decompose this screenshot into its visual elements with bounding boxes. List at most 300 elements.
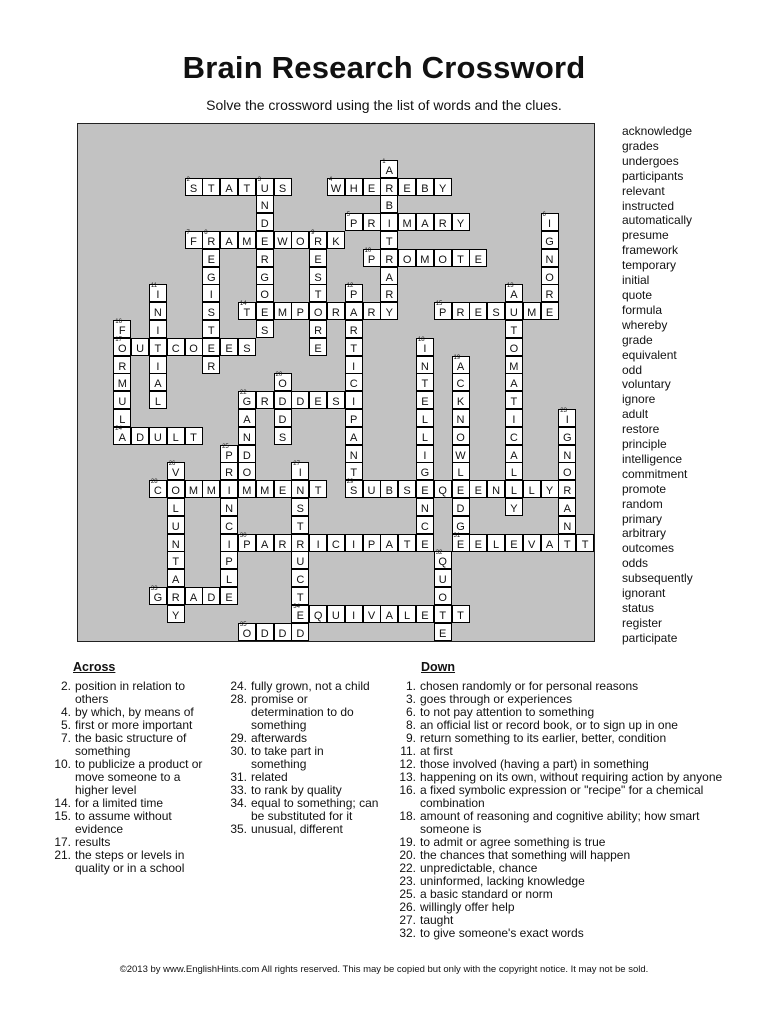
grid-cell[interactable] xyxy=(291,462,309,480)
grid-cell[interactable] xyxy=(274,373,292,391)
clue-item xyxy=(53,810,203,836)
grid-cell[interactable] xyxy=(113,391,131,409)
grid-cell[interactable] xyxy=(469,302,487,320)
grid-cell[interactable] xyxy=(541,302,559,320)
grid-cell[interactable] xyxy=(274,391,292,409)
copyright-footer: ©2013 by www.EnglishHints.com All rights reserved. This may be copied but only with the copyright notice. It may not be sold. xyxy=(119,964,649,975)
grid-cell[interactable] xyxy=(274,302,292,320)
cell-letter: N xyxy=(260,200,269,213)
grid-cell[interactable] xyxy=(291,480,309,498)
cell-letter: T xyxy=(296,592,304,604)
grid-cell[interactable] xyxy=(113,427,131,445)
grid-cell[interactable] xyxy=(309,605,327,623)
grid-cell[interactable] xyxy=(149,356,167,374)
grid-cell[interactable] xyxy=(380,231,398,249)
clue-item xyxy=(53,849,203,875)
grid-cell[interactable] xyxy=(149,320,167,338)
grid-cell[interactable] xyxy=(309,391,327,409)
across-clues-column-2 xyxy=(229,680,379,836)
grid-cell[interactable] xyxy=(398,213,416,231)
grid-cell[interactable] xyxy=(256,623,274,641)
grid-cell[interactable] xyxy=(469,534,487,552)
grid-cell[interactable] xyxy=(416,249,434,267)
cell-letter: I xyxy=(387,218,391,231)
grid-cell[interactable] xyxy=(345,605,363,623)
grid-cell[interactable] xyxy=(327,302,345,320)
grid-cell[interactable] xyxy=(274,427,292,445)
grid-cell[interactable] xyxy=(541,480,559,498)
grid-cell[interactable] xyxy=(238,623,256,641)
grid-cell[interactable] xyxy=(256,213,274,231)
grid-cell[interactable] xyxy=(167,534,185,552)
grid-cell[interactable] xyxy=(185,178,203,196)
grid-cell[interactable] xyxy=(256,178,274,196)
grid-cell[interactable] xyxy=(452,302,470,320)
grid-cell[interactable] xyxy=(167,480,185,498)
grid-cell[interactable] xyxy=(558,445,576,463)
cell-letter: M xyxy=(402,218,412,231)
grid-cell[interactable] xyxy=(113,338,131,356)
grid-cell[interactable] xyxy=(380,160,398,178)
grid-cell[interactable] xyxy=(220,516,238,534)
grid-cell[interactable] xyxy=(380,302,398,320)
grid-cell[interactable] xyxy=(380,605,398,623)
grid-cell[interactable] xyxy=(398,178,416,196)
grid-cell[interactable] xyxy=(274,178,292,196)
grid-cell[interactable] xyxy=(185,480,203,498)
cell-letter: A xyxy=(243,414,251,426)
grid-cell[interactable] xyxy=(558,516,576,534)
grid-cell[interactable] xyxy=(505,320,523,338)
grid-cell[interactable] xyxy=(505,284,523,302)
grid-cell[interactable] xyxy=(256,195,274,213)
grid-cell[interactable] xyxy=(541,231,559,249)
grid-cell[interactable] xyxy=(185,587,203,605)
grid-cell[interactable] xyxy=(291,302,309,320)
grid-cell[interactable] xyxy=(416,213,434,231)
grid-cell[interactable] xyxy=(416,373,434,391)
grid-cell[interactable] xyxy=(256,231,274,249)
grid-cell[interactable] xyxy=(523,534,541,552)
grid-cell[interactable] xyxy=(505,534,523,552)
cell-letter: R xyxy=(314,325,323,337)
grid-cell[interactable] xyxy=(398,249,416,267)
grid-cell[interactable] xyxy=(541,249,559,267)
grid-cell[interactable] xyxy=(363,605,381,623)
grid-cell[interactable] xyxy=(238,338,256,356)
grid-cell[interactable] xyxy=(202,356,220,374)
cell-letter: U xyxy=(153,431,162,444)
grid-cell[interactable] xyxy=(327,605,345,623)
grid-cell[interactable] xyxy=(380,178,398,196)
grid-cell[interactable] xyxy=(487,534,505,552)
grid-cell[interactable] xyxy=(167,569,185,587)
grid-cell[interactable] xyxy=(541,534,559,552)
grid-cell[interactable] xyxy=(202,231,220,249)
grid-cell[interactable] xyxy=(291,551,309,569)
grid-cell[interactable] xyxy=(452,249,470,267)
grid-cell[interactable] xyxy=(256,391,274,409)
grid-cell[interactable] xyxy=(113,373,131,391)
grid-cell[interactable] xyxy=(469,480,487,498)
grid-cell[interactable] xyxy=(541,213,559,231)
grid-cell[interactable] xyxy=(291,516,309,534)
grid-cell[interactable] xyxy=(167,427,185,445)
grid-cell[interactable] xyxy=(452,605,470,623)
cell-letter: Y xyxy=(456,218,465,231)
grid-cell[interactable] xyxy=(220,498,238,516)
grid-cell[interactable] xyxy=(505,498,523,516)
grid-cell[interactable] xyxy=(274,480,292,498)
grid-cell[interactable] xyxy=(541,267,559,285)
grid-cell[interactable] xyxy=(452,462,470,480)
word-bank-item: principle xyxy=(622,437,667,452)
grid-cell[interactable] xyxy=(345,391,363,409)
grid-cell[interactable] xyxy=(167,462,185,480)
grid-cell[interactable] xyxy=(398,480,416,498)
crossword-grid xyxy=(77,123,595,642)
grid-cell[interactable] xyxy=(434,249,452,267)
grid-cell[interactable] xyxy=(434,302,452,320)
grid-cell[interactable] xyxy=(256,249,274,267)
cell-letter: T xyxy=(350,467,358,480)
grid-cell[interactable] xyxy=(167,605,185,623)
grid-cell[interactable] xyxy=(309,480,327,498)
grid-cell[interactable] xyxy=(487,302,505,320)
grid-cell[interactable] xyxy=(416,178,434,196)
grid-cell[interactable] xyxy=(487,480,505,498)
grid-cell[interactable] xyxy=(452,373,470,391)
grid-cell[interactable] xyxy=(434,551,452,569)
cell-letter: T xyxy=(457,609,464,622)
cell-letter: R xyxy=(260,253,269,266)
cell-letter: A xyxy=(510,449,518,462)
grid-cell[interactable] xyxy=(345,534,363,552)
grid-cell[interactable] xyxy=(309,267,327,285)
grid-cell[interactable] xyxy=(202,284,220,302)
grid-cell[interactable] xyxy=(309,534,327,552)
grid-cell[interactable] xyxy=(291,569,309,587)
grid-cell[interactable] xyxy=(380,267,398,285)
grid-cell[interactable] xyxy=(220,462,238,480)
grid-cell[interactable] xyxy=(256,480,274,498)
grid-cell[interactable] xyxy=(558,480,576,498)
grid-cell[interactable] xyxy=(345,373,363,391)
cell-letter: O xyxy=(260,289,269,302)
grid-cell[interactable] xyxy=(380,213,398,231)
cell-letter: T xyxy=(190,431,197,444)
grid-cell[interactable] xyxy=(380,480,398,498)
grid-cell[interactable] xyxy=(113,356,131,374)
grid-cell[interactable] xyxy=(345,445,363,463)
grid-cell[interactable] xyxy=(309,284,327,302)
cell-letter: I xyxy=(565,414,569,426)
grid-cell[interactable] xyxy=(398,534,416,552)
grid-cell[interactable] xyxy=(434,605,452,623)
grid-cell[interactable] xyxy=(434,587,452,605)
grid-cell[interactable] xyxy=(274,623,292,641)
cell-letter: E xyxy=(261,236,269,248)
grid-cell[interactable] xyxy=(220,178,238,196)
grid-cell[interactable] xyxy=(452,356,470,374)
grid-cell[interactable] xyxy=(256,320,274,338)
grid-cell[interactable] xyxy=(345,409,363,427)
grid-cell[interactable] xyxy=(131,427,149,445)
cell-letter: S xyxy=(278,431,287,444)
cell-letter: Q xyxy=(438,556,447,569)
grid-cell[interactable] xyxy=(452,480,470,498)
grid-cell[interactable] xyxy=(238,178,256,196)
grid-cell[interactable] xyxy=(416,409,434,427)
grid-cell[interactable] xyxy=(541,284,559,302)
grid-cell[interactable] xyxy=(256,302,274,320)
grid-cell[interactable] xyxy=(238,480,256,498)
grid-cell[interactable] xyxy=(505,409,523,427)
grid-cell[interactable] xyxy=(291,391,309,409)
grid-cell[interactable] xyxy=(238,534,256,552)
grid-cell[interactable] xyxy=(220,338,238,356)
clue-text: to admit or agree something is true xyxy=(420,835,606,849)
cell-letter: C xyxy=(153,485,162,498)
grid-cell[interactable] xyxy=(434,480,452,498)
grid-cell[interactable] xyxy=(309,338,327,356)
grid-cell[interactable] xyxy=(291,231,309,249)
grid-cell[interactable] xyxy=(220,231,238,249)
grid-cell[interactable] xyxy=(185,231,203,249)
grid-cell[interactable] xyxy=(131,338,149,356)
grid-cell[interactable] xyxy=(363,249,381,267)
word-bank-item: ignorant xyxy=(622,586,666,601)
clue-number-marker: 14 xyxy=(239,301,247,308)
grid-cell[interactable] xyxy=(327,178,345,196)
grid-cell[interactable] xyxy=(202,480,220,498)
grid-cell[interactable] xyxy=(398,605,416,623)
grid-cell[interactable] xyxy=(202,249,220,267)
cell-letter: E xyxy=(421,396,429,409)
grid-cell[interactable] xyxy=(202,587,220,605)
clue-number-marker: 17 xyxy=(115,336,122,343)
grid-cell[interactable] xyxy=(309,320,327,338)
grid-cell[interactable] xyxy=(363,178,381,196)
grid-cell[interactable] xyxy=(452,498,470,516)
grid-cell[interactable] xyxy=(291,498,309,516)
grid-cell[interactable] xyxy=(256,267,274,285)
grid-cell[interactable] xyxy=(558,498,576,516)
grid-cell[interactable] xyxy=(434,623,452,641)
grid-cell[interactable] xyxy=(416,605,434,623)
grid-cell[interactable] xyxy=(416,498,434,516)
grid-cell[interactable] xyxy=(167,516,185,534)
grid-cell[interactable] xyxy=(238,445,256,463)
grid-cell[interactable] xyxy=(274,534,292,552)
grid-cell[interactable] xyxy=(238,462,256,480)
grid-cell[interactable] xyxy=(363,534,381,552)
grid-cell[interactable] xyxy=(416,480,434,498)
grid-cell[interactable] xyxy=(291,623,309,641)
grid-cell[interactable] xyxy=(202,302,220,320)
grid-cell[interactable] xyxy=(238,391,256,409)
cell-letter: P xyxy=(350,218,358,231)
grid-cell[interactable] xyxy=(558,409,576,427)
grid-cell[interactable] xyxy=(523,480,541,498)
cell-letter: M xyxy=(260,485,270,498)
grid-cell[interactable] xyxy=(220,569,238,587)
grid-cell[interactable] xyxy=(505,356,523,374)
grid-cell[interactable] xyxy=(416,391,434,409)
grid-cell[interactable] xyxy=(309,302,327,320)
grid-cell[interactable] xyxy=(363,302,381,320)
cell-letter: E xyxy=(314,253,322,266)
grid-cell[interactable] xyxy=(309,231,327,249)
grid-cell[interactable] xyxy=(434,178,452,196)
clue-text: happening on its own, without requiring action by anyone xyxy=(420,770,723,784)
grid-cell[interactable] xyxy=(380,195,398,213)
grid-cell[interactable] xyxy=(469,249,487,267)
clue-text: a basic standard or norm xyxy=(420,887,553,901)
grid-cell[interactable] xyxy=(149,480,167,498)
cell-letter: D xyxy=(456,503,465,515)
grid-cell[interactable] xyxy=(380,534,398,552)
grid-cell[interactable] xyxy=(380,249,398,267)
grid-cell[interactable] xyxy=(149,338,167,356)
grid-cell[interactable] xyxy=(434,569,452,587)
grid-cell[interactable] xyxy=(291,534,309,552)
grid-cell[interactable] xyxy=(345,213,363,231)
grid-cell[interactable] xyxy=(149,373,167,391)
grid-cell[interactable] xyxy=(167,587,185,605)
grid-cell[interactable] xyxy=(416,516,434,534)
grid-cell[interactable] xyxy=(238,302,256,320)
grid-cell[interactable] xyxy=(558,462,576,480)
cell-letter: O xyxy=(438,592,447,604)
grid-cell[interactable] xyxy=(167,551,185,569)
clue-number-marker: 24 xyxy=(115,425,122,432)
grid-cell[interactable] xyxy=(220,534,238,552)
grid-cell[interactable] xyxy=(505,338,523,356)
word-bank-item: register xyxy=(622,615,663,630)
grid-cell[interactable] xyxy=(505,391,523,409)
grid-cell[interactable] xyxy=(505,462,523,480)
clue-text: afterwards xyxy=(251,731,308,745)
clue-number: 16. xyxy=(399,783,416,797)
grid-cell[interactable] xyxy=(256,284,274,302)
grid-cell[interactable] xyxy=(149,587,167,605)
grid-cell[interactable] xyxy=(202,178,220,196)
grid-cell[interactable] xyxy=(185,427,203,445)
grid-cell[interactable] xyxy=(167,498,185,516)
cell-letter: Y xyxy=(172,609,180,622)
grid-cell[interactable] xyxy=(149,391,167,409)
cell-letter: L xyxy=(421,414,428,426)
grid-cell[interactable] xyxy=(416,534,434,552)
cell-letter: M xyxy=(242,236,252,248)
grid-cell[interactable] xyxy=(202,320,220,338)
grid-cell[interactable] xyxy=(363,480,381,498)
grid-cell[interactable] xyxy=(452,213,470,231)
cell-letter: N xyxy=(225,503,234,515)
grid-cell[interactable] xyxy=(345,320,363,338)
grid-cell[interactable] xyxy=(238,231,256,249)
grid-cell[interactable] xyxy=(238,427,256,445)
grid-cell[interactable] xyxy=(505,373,523,391)
grid-cell[interactable] xyxy=(149,302,167,320)
grid-cell[interactable] xyxy=(274,409,292,427)
grid-cell[interactable] xyxy=(416,462,434,480)
grid-cell[interactable] xyxy=(558,534,576,552)
grid-cell[interactable] xyxy=(220,551,238,569)
grid-cell[interactable] xyxy=(327,231,345,249)
grid-cell[interactable] xyxy=(416,338,434,356)
clue-text: to give someone's exact words xyxy=(420,926,584,940)
grid-cell[interactable] xyxy=(416,356,434,374)
clue-number-marker: 35 xyxy=(239,621,247,628)
word-bank-item: odds xyxy=(622,556,649,571)
grid-cell[interactable] xyxy=(345,338,363,356)
grid-cell[interactable] xyxy=(291,605,309,623)
grid-cell[interactable] xyxy=(256,534,274,552)
grid-cell[interactable] xyxy=(505,480,523,498)
grid-cell[interactable] xyxy=(523,302,541,320)
grid-cell[interactable] xyxy=(363,213,381,231)
grid-cell[interactable] xyxy=(202,338,220,356)
grid-cell[interactable] xyxy=(505,427,523,445)
clue-number-marker: 27 xyxy=(293,461,300,468)
grid-cell[interactable] xyxy=(345,356,363,374)
clue-text: for a limited time xyxy=(75,796,164,810)
grid-cell[interactable] xyxy=(380,284,398,302)
grid-cell[interactable] xyxy=(345,427,363,445)
grid-cell[interactable] xyxy=(220,587,238,605)
grid-cell[interactable] xyxy=(416,445,434,463)
grid-cell[interactable] xyxy=(167,338,185,356)
cell-letter: Q xyxy=(438,485,447,498)
across-clues-column-1 xyxy=(53,680,203,875)
grid-cell[interactable] xyxy=(505,302,523,320)
clue-text: taught xyxy=(420,913,454,927)
grid-cell[interactable] xyxy=(327,534,345,552)
grid-cell[interactable] xyxy=(327,391,345,409)
cell-letter: G xyxy=(420,467,430,480)
grid-cell[interactable] xyxy=(505,445,523,463)
word-bank-item: grades xyxy=(622,138,659,153)
grid-cell[interactable] xyxy=(452,534,470,552)
grid-cell[interactable] xyxy=(220,445,238,463)
grid-cell[interactable] xyxy=(452,427,470,445)
grid-cell[interactable] xyxy=(576,534,594,552)
grid-cell[interactable] xyxy=(149,284,167,302)
clue-text: fully grown, not a child xyxy=(251,679,370,693)
grid-cell[interactable] xyxy=(345,480,363,498)
grid-cell[interactable] xyxy=(202,267,220,285)
grid-cell[interactable] xyxy=(345,302,363,320)
grid-cell[interactable] xyxy=(309,249,327,267)
grid-cell[interactable] xyxy=(558,427,576,445)
grid-cell[interactable] xyxy=(274,231,292,249)
grid-cell[interactable] xyxy=(345,284,363,302)
grid-cell[interactable] xyxy=(434,213,452,231)
grid-cell[interactable] xyxy=(452,391,470,409)
cell-letter: G xyxy=(563,431,572,444)
cell-letter: U xyxy=(509,307,518,320)
grid-cell[interactable] xyxy=(238,409,256,427)
grid-cell[interactable] xyxy=(452,445,470,463)
grid-cell[interactable] xyxy=(452,409,470,427)
grid-cell[interactable] xyxy=(345,178,363,196)
grid-cell[interactable] xyxy=(220,480,238,498)
grid-cell[interactable] xyxy=(149,427,167,445)
grid-cell[interactable] xyxy=(185,338,203,356)
grid-cell[interactable] xyxy=(416,427,434,445)
